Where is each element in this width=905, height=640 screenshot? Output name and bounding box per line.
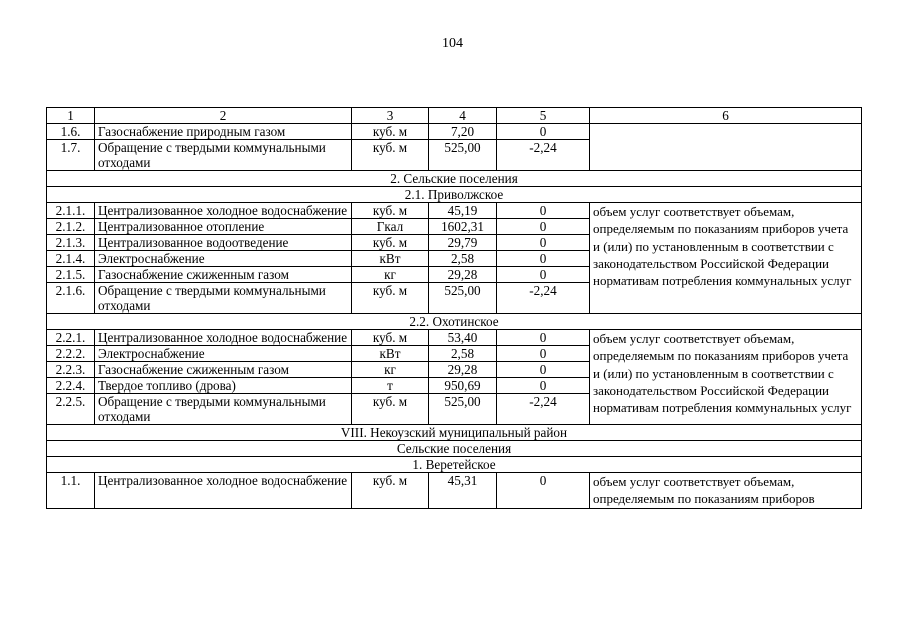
service-name: Твердое топливо (дрова) (95, 378, 352, 394)
value-col5: -2,24 (497, 394, 590, 425)
unit: кВт (352, 251, 429, 267)
value-col4: 525,00 (429, 140, 497, 171)
service-name: Централизованное холодное водоснабжение (95, 203, 352, 219)
unit: куб. м (352, 473, 429, 509)
row-number: 2.1.2. (47, 219, 95, 235)
col-header: 2 (95, 108, 352, 124)
value-col5: 0 (497, 362, 590, 378)
service-name: Централизованное холодное водоснабжение (95, 330, 352, 346)
row-number: 2.1.4. (47, 251, 95, 267)
note-cell (590, 124, 862, 171)
service-name: Газоснабжение сжиженным газом (95, 362, 352, 378)
note-cell: объем услуг соответствует объемам, определяемым по показаниям приборов учета и (или) по установленным в соответствии с законодательством Российской Федерации нормативам потребления коммунальных услуг (590, 203, 862, 314)
row-number: 2.2.5. (47, 394, 95, 425)
value-col4: 29,28 (429, 362, 497, 378)
unit: Гкал (352, 219, 429, 235)
value-col4: 53,40 (429, 330, 497, 346)
row-number: 2.1.6. (47, 283, 95, 314)
service-name: Газоснабжение природным газом (95, 124, 352, 140)
value-col5: 0 (497, 235, 590, 251)
value-col4: 7,20 (429, 124, 497, 140)
unit: куб. м (352, 140, 429, 171)
service-name: Электроснабжение (95, 251, 352, 267)
unit: куб. м (352, 283, 429, 314)
table-row (47, 203, 862, 219)
section-heading: Сельские поселения (47, 441, 862, 457)
col-header: 1 (47, 108, 95, 124)
col-header: 3 (352, 108, 429, 124)
page-number: 104 (442, 36, 463, 51)
row-number: 1.1. (47, 473, 95, 509)
value-col4: 29,79 (429, 235, 497, 251)
row-number: 2.1.5. (47, 267, 95, 283)
value-col5: 0 (497, 267, 590, 283)
value-col5: 0 (497, 378, 590, 394)
value-col5: 0 (497, 473, 590, 509)
unit: куб. м (352, 394, 429, 425)
section-heading: 2. Сельские поселения (47, 171, 862, 187)
col-header: 4 (429, 108, 497, 124)
section-heading: 1. Веретейское (47, 457, 862, 473)
value-col4: 1602,31 (429, 219, 497, 235)
service-name: Обращение с твердыми коммунальными отходами (95, 394, 352, 425)
row-number: 1.6. (47, 124, 95, 140)
service-name: Электроснабжение (95, 346, 352, 362)
service-name: Централизованное холодное водоснабжение (95, 473, 352, 509)
value-col5: 0 (497, 124, 590, 140)
section-heading: 2.1. Приволжское (47, 187, 862, 203)
unit: куб. м (352, 330, 429, 346)
section-heading: 2.2. Охотинское (47, 314, 862, 330)
table-row (47, 124, 862, 140)
service-name: Централизованное отопление (95, 219, 352, 235)
unit: куб. м (352, 124, 429, 140)
note-cell: объем услуг соответствует объемам, определяемым по показаниям приборов учета и (или) по установленным в соответствии с законодательством Российской Федерации нормативам потребления коммунальных услуг (590, 330, 862, 425)
service-name: Газоснабжение сжиженным газом (95, 267, 352, 283)
unit: кВт (352, 346, 429, 362)
service-name: Обращение с твердыми коммунальными отходами (95, 140, 352, 171)
value-col4: 29,28 (429, 267, 497, 283)
row-number: 2.2.2. (47, 346, 95, 362)
value-col4: 45,31 (429, 473, 497, 509)
row-number: 2.1.3. (47, 235, 95, 251)
row-number: 2.2.4. (47, 378, 95, 394)
value-col5: -2,24 (497, 140, 590, 171)
value-col4: 525,00 (429, 394, 497, 425)
row-number: 1.7. (47, 140, 95, 171)
value-col5: -2,24 (497, 283, 590, 314)
unit: т (352, 378, 429, 394)
value-col5: 0 (497, 330, 590, 346)
unit: кг (352, 362, 429, 378)
value-col4: 2,58 (429, 251, 497, 267)
service-name: Централизованное водоотведение (95, 235, 352, 251)
value-col4: 525,00 (429, 283, 497, 314)
section-heading: VIII. Некоузский муниципальный район (47, 425, 862, 441)
value-col4: 45,19 (429, 203, 497, 219)
header-row (47, 108, 862, 124)
row-number: 2.1.1. (47, 203, 95, 219)
tariff-table (46, 107, 862, 509)
table-row (47, 330, 862, 346)
value-col5: 0 (497, 219, 590, 235)
value-col5: 0 (497, 203, 590, 219)
unit: куб. м (352, 235, 429, 251)
value-col4: 2,58 (429, 346, 497, 362)
unit: куб. м (352, 203, 429, 219)
unit: кг (352, 267, 429, 283)
table-row (47, 473, 862, 509)
row-number: 2.2.1. (47, 330, 95, 346)
value-col5: 0 (497, 346, 590, 362)
value-col5: 0 (497, 251, 590, 267)
note-cell: объем услуг соответствует объемам, определяемым по показаниям приборов (590, 473, 862, 509)
row-number: 2.2.3. (47, 362, 95, 378)
col-header: 6 (590, 108, 862, 124)
value-col4: 950,69 (429, 378, 497, 394)
service-name: Обращение с твердыми коммунальными отходами (95, 283, 352, 314)
col-header: 5 (497, 108, 590, 124)
